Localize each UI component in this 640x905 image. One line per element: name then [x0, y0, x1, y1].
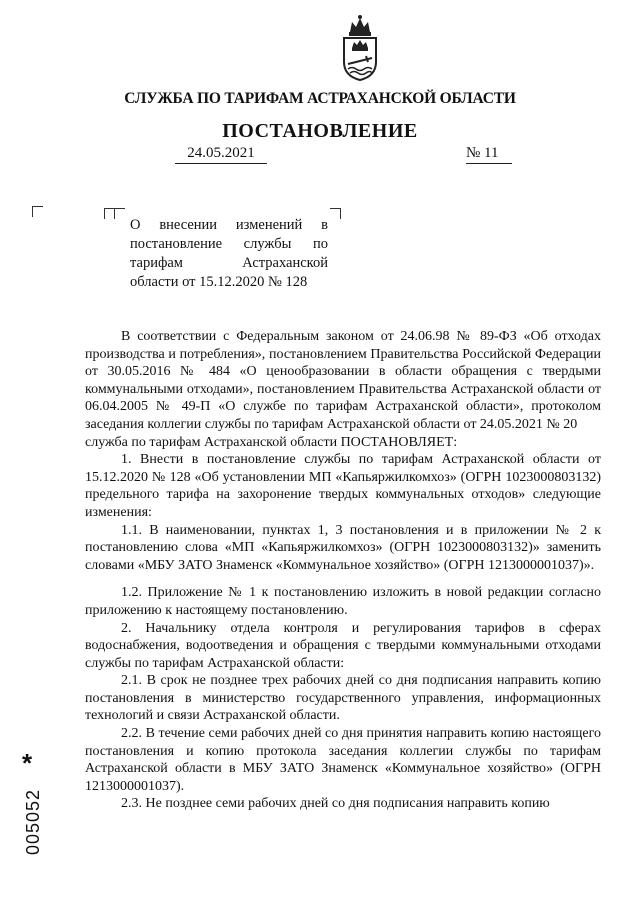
document-body [85, 328, 601, 813]
subject-line: постановление службы по [130, 236, 328, 252]
subject-line: области от 15.12.2020 № 128 [130, 274, 308, 290]
document-subject [130, 216, 328, 292]
margin-asterisk: * [22, 748, 33, 778]
coat-of-arms-emblem [336, 14, 384, 82]
paragraph-item-2-3: 2.3. Не позднее семи рабочих дней со дня подписания направить копию [121, 796, 550, 812]
paragraph-item-2-2: 2.2. В течение семи рабочих дней со дня принятия направить копию настоящего постановления и копию протокола заседания коллегии службы по тарифам Астраханской области в МБУ ЗАТО Знаменск «Коммунальное хозяйство» (ОГРН 1213000001037). [85, 726, 601, 794]
paragraph-resolves: служба по тарифам Астраханской области ПОСТАНОВЛЯЕТ: [85, 434, 458, 450]
paragraph-item-1: 1. Внести в постановление службы по тарифам Астраханской области от 15.12.2020 № 128 «Об установлении МП «Капьяржилкомхоз» (ОГРН 1023000803132) предельного тарифа на захоронение твердых коммунальных отходов» следующие изменения: [85, 452, 601, 520]
stamp-number-text: 005052 [22, 788, 43, 856]
document-date: 24.05.2021 [175, 145, 267, 164]
document-type-heading: ПОСТАНОВЛЕНИЕ [222, 120, 418, 142]
subject-line: О внесении изменений в [130, 217, 328, 233]
paragraph-item-1-2: 1.2. Приложение № 1 к постановлению изложить в новой редакции согласно приложению к настоящему постановлению. [85, 585, 601, 618]
subject-line: тарифам Астраханской [130, 255, 328, 271]
paragraph-item-2-1: 2.1. В срок не позднее трех рабочих дней со дня подписания направить копию постановления в министерство государственного управления, информационных технологий и связи Астраханской области. [85, 673, 601, 724]
margin-stamp-number [0, 788, 73, 856]
paragraph-item-1-1: 1.1. В наименовании, пунктах 1, 3 постановления и в приложении № 2 к постановлению слова «МП «Капьяржилкомхоз» (ОГРН 1023000803132)» заменить словами «МБУ ЗАТО Знаменск «Коммунальное хозяйство» (ОГРН 1213000001037)». [85, 522, 601, 573]
paragraph-preamble: В соответствии с Федеральным законом от 24.06.98 № 89-ФЗ «Об отходах производства и потребления», постановлением Правительства Российской Федерации от 30.05.2016 № 484 «О ценообразовании в области обращения с твердыми коммунальными отходами», постановлением Правительства Астраханской области от 06.04.2005 № 49-П «О службе по тарифам Астраханской области», протоколом заседания коллегии службы по тарифам Астраханской области от 24.05.2021 № 20 [85, 329, 601, 432]
corner-mark [32, 206, 43, 217]
corner-mark [114, 208, 125, 219]
paragraph-item-2: 2. Начальнику отдела контроля и регулирования тарифов в сферах водоснабжения, водоотведения и обращения с твердыми коммунальными отходами службы по тарифам Астраханской области: [85, 620, 601, 671]
organization-title: СЛУЖБА ПО ТАРИФАМ АСТРАХАНСКОЙ ОБЛАСТИ [124, 90, 516, 107]
document-number: № 11 [466, 145, 512, 164]
corner-mark [330, 208, 341, 219]
